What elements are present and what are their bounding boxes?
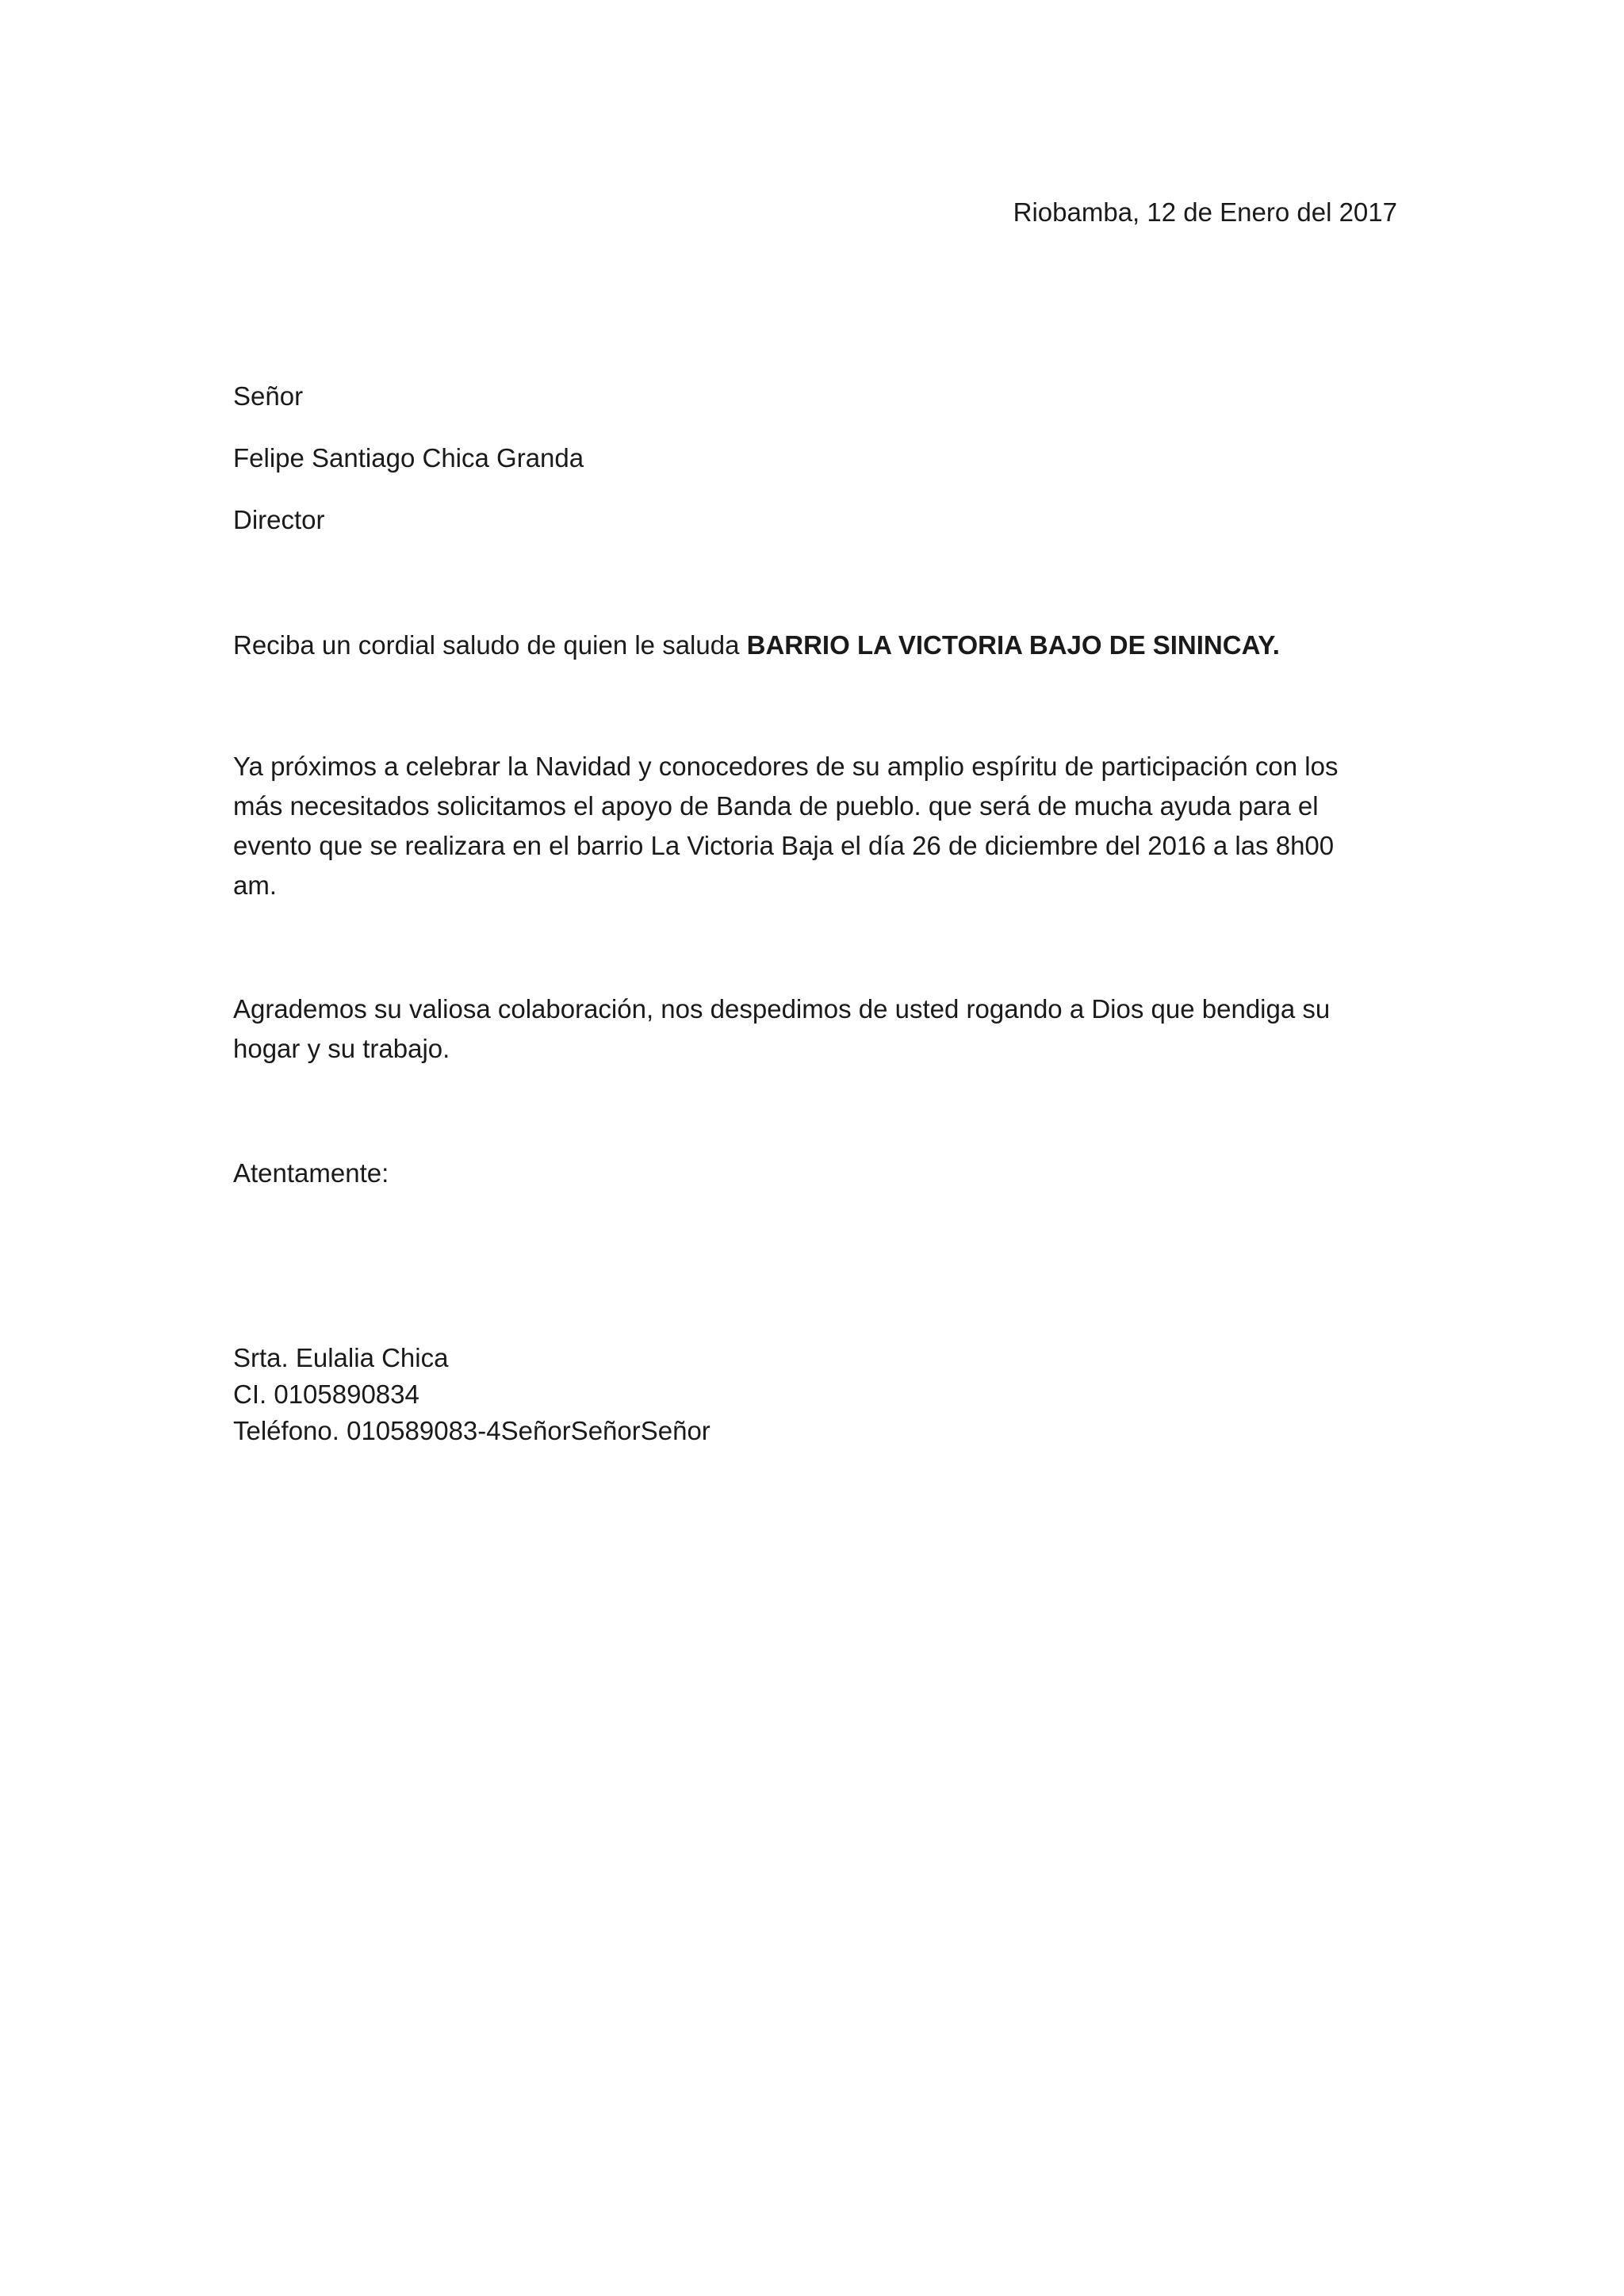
closing-line: hogar y su trabajo. — [233, 1034, 450, 1063]
body-paragraph — [233, 747, 1399, 905]
recipient-title: Señor — [233, 381, 304, 411]
body-line: Ya próximos a celebrar la Navidad y conocedores de su amplio espíritu de participación con los — [233, 752, 1339, 781]
closing-salutation: Atentamente: — [233, 1158, 389, 1188]
closing-line: Agrademos su valiosa colaboración, nos despedimos de usted rogando a Dios que bendiga su — [233, 994, 1331, 1024]
body-line: evento que se realizara en el barrio La Victoria Baja el día 26 de diciembre del 2016 a las 8h00 — [233, 831, 1335, 860]
signature-phone: Teléfono. 010589083-4SeñorSeñorSeñor — [233, 1416, 710, 1445]
recipient-name: Felipe Santiago Chica Granda — [233, 443, 584, 473]
date-line: Riobamba, 12 de Enero del 2017 — [1013, 197, 1397, 227]
greeting-text: Reciba un cordial saludo de quien le saluda — [233, 630, 747, 660]
signature-block — [233, 1340, 1399, 1449]
signature-id: CI. 0105890834 — [233, 1380, 419, 1409]
sender-organization: BARRIO LA VICTORIA BAJO DE SININCAY. — [746, 630, 1280, 660]
greeting-line — [233, 626, 1280, 664]
body-line: am. — [233, 871, 278, 900]
signature-name: Srta. Eulalia Chica — [233, 1343, 449, 1372]
closing-paragraph — [233, 989, 1399, 1069]
body-line: más necesitados solicitamos el apoyo de Banda de pueblo. que será de mucha ayuda para el — [233, 791, 1319, 821]
recipient-position: Director — [233, 505, 325, 534]
